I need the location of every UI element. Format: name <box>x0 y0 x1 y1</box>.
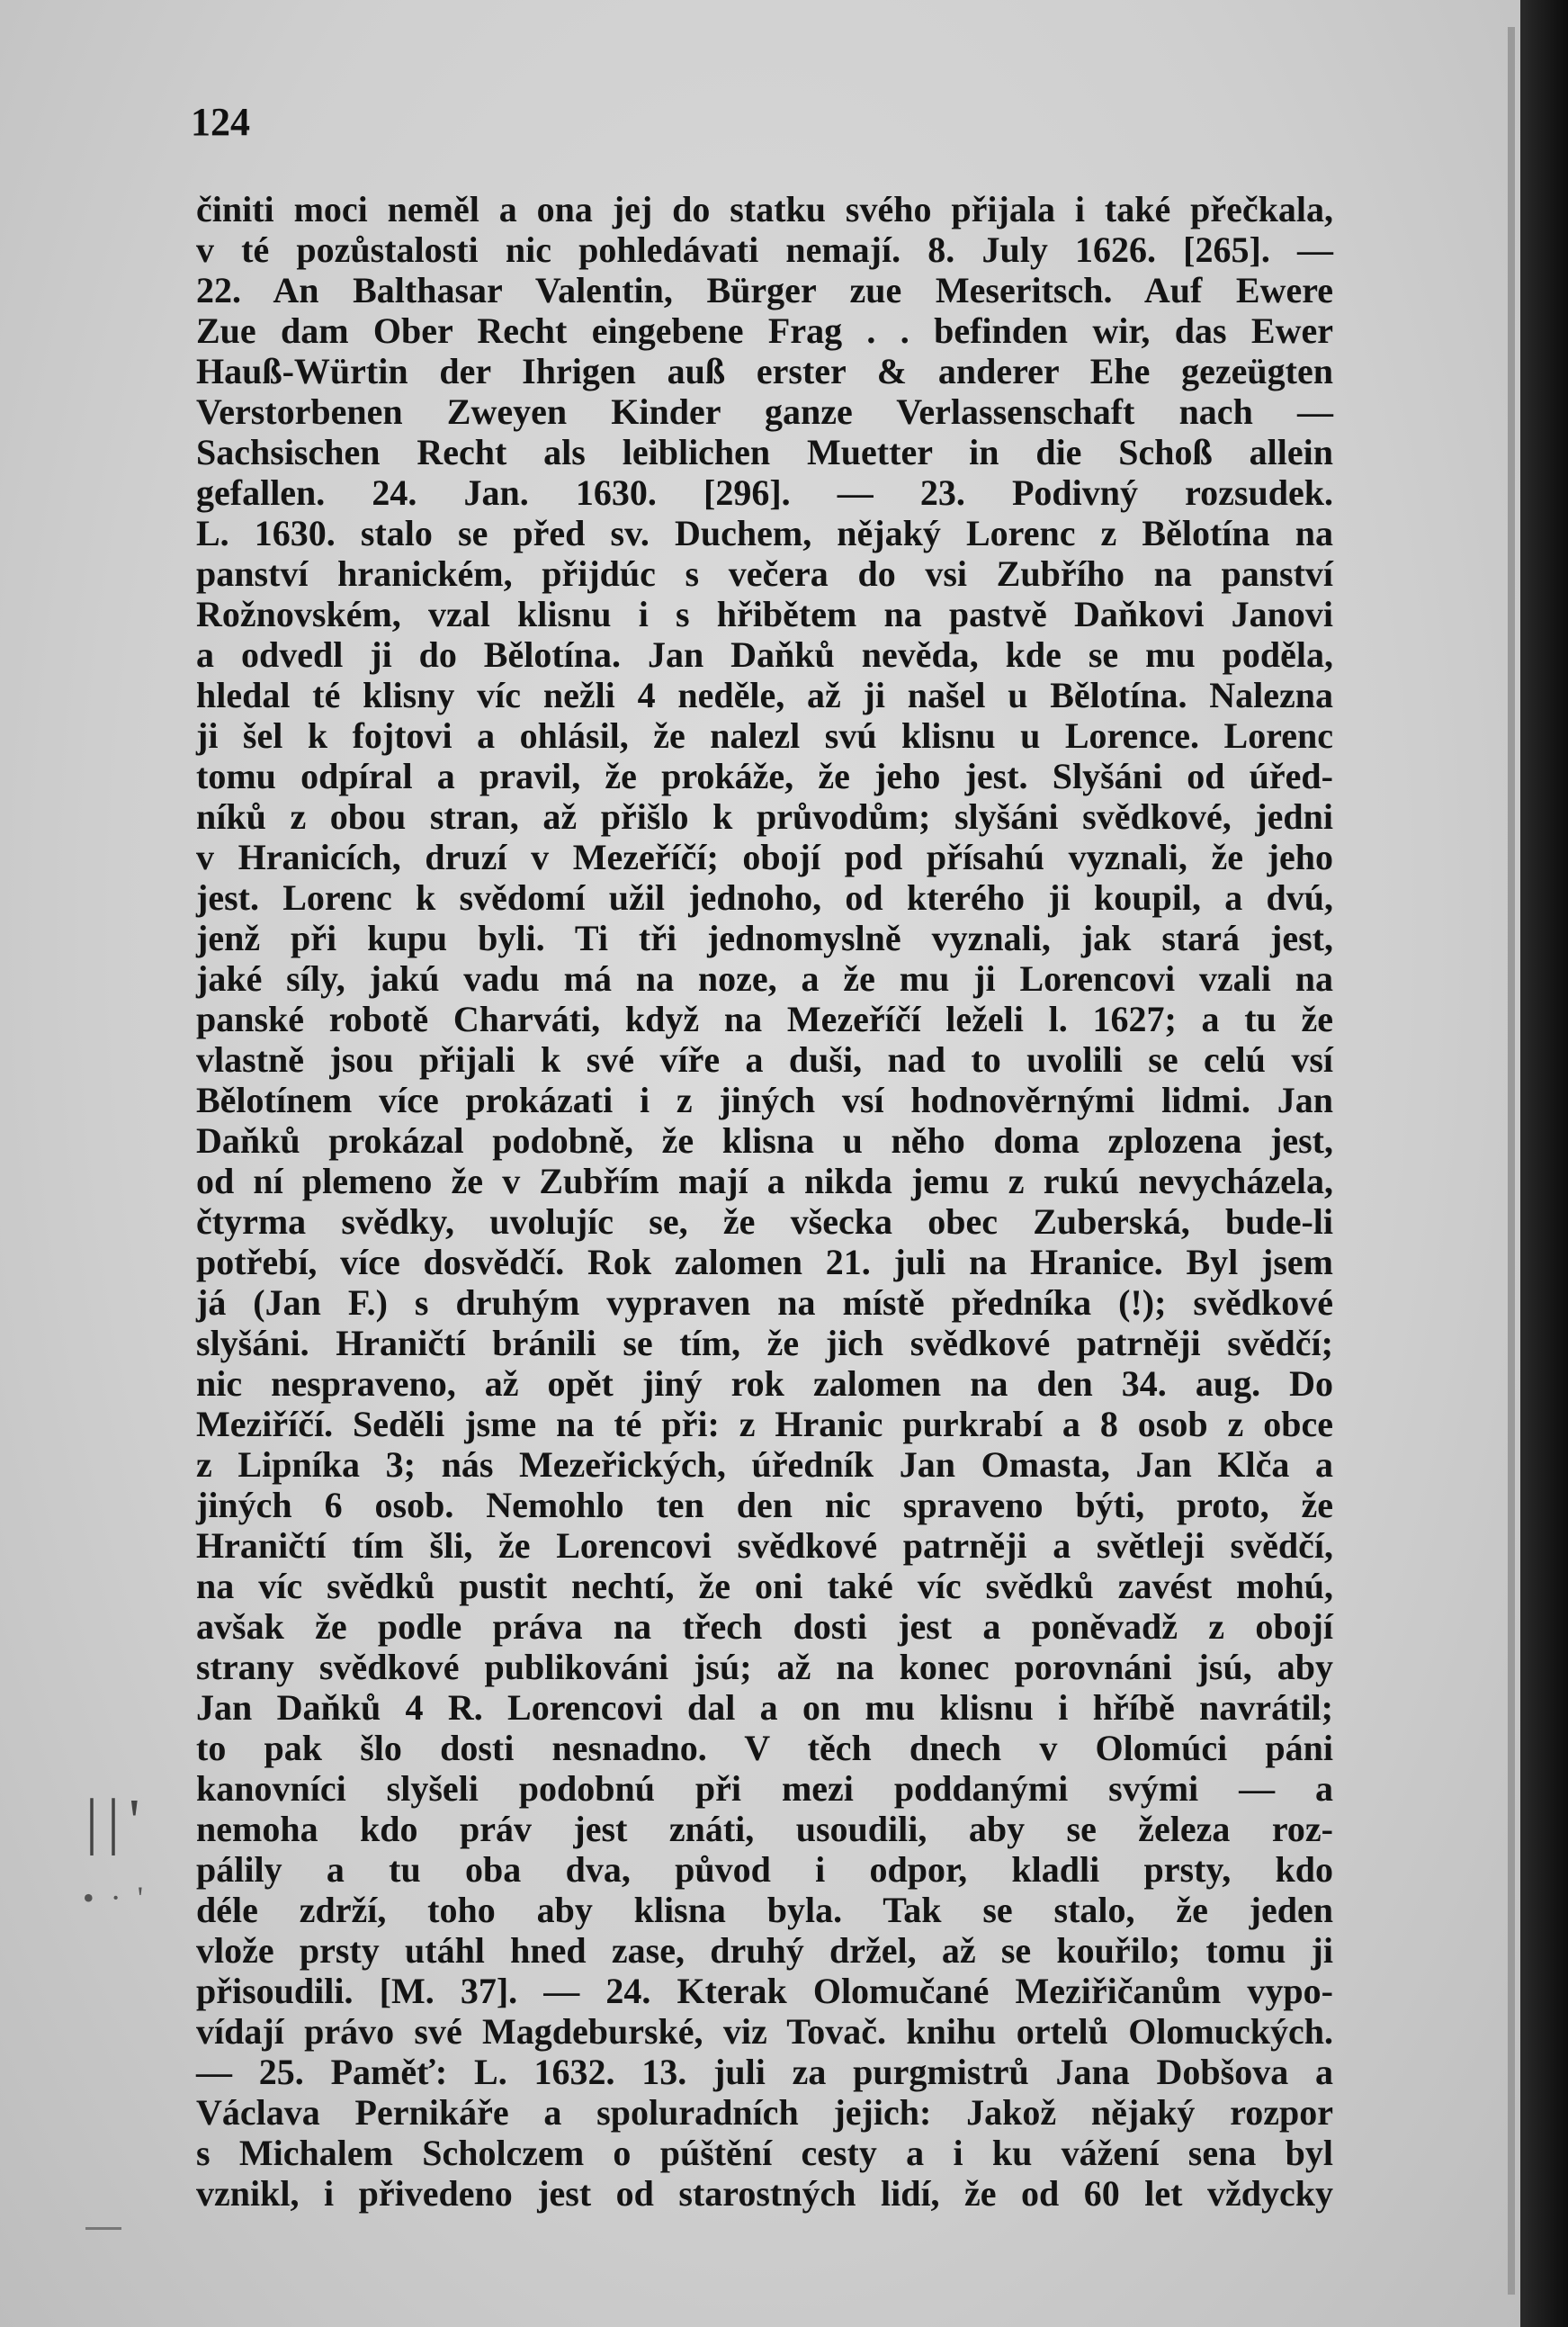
text-line: v Hranicích, druzí v Mezeříčí; obojí pod přísahú vyznali, že jeho <box>196 837 1333 877</box>
text-line: Meziříčí. Seděli jsme na té při: z Hranic purkrabí a 8 osob z obce <box>196 1404 1333 1444</box>
text-line: vlože prsty utáhl hned zase, druhý držel, až se kouřilo; tomu ji <box>196 1930 1333 1971</box>
text-line: Hraničtí tím šli, že Lorencovi svědkové patrněji a světleji svědčí, <box>196 1525 1333 1566</box>
text-line: jiných 6 osob. Nemohlo ten den nic spraveno býti, proto, že <box>196 1485 1333 1525</box>
text-line: potřebí, více dosvědčí. Rok zalomen 21. juli na Hranice. Byl jsem <box>196 1242 1333 1282</box>
text-line: Bělotínem více prokázati i z jiných vsí hodnověrnými lidmi. Jan <box>196 1080 1333 1120</box>
text-line: níků z obou stran, až přišlo k průvodům; slyšáni svědkové, jedni <box>196 796 1333 837</box>
text-line: nemoha kdo práv jest znáti, usoudili, aby se železa roz- <box>196 1809 1333 1849</box>
margin-pencil-dash <box>85 2227 121 2230</box>
text-line: to pak šlo dosti nesnadno. V těch dnech v Olomúci páni <box>196 1728 1333 1768</box>
text-line: na víc svědků pustit nechtí, že oni také víc svědků zavést mohú, <box>196 1566 1333 1606</box>
margin-pencil-mark: ||' <box>85 1787 149 1856</box>
text-line: déle zdrží, toho aby klisna byla. Tak se stalo, že jeden <box>196 1890 1333 1930</box>
text-line: čtyrma svědky, uvolujíc se, že všecka obec Zuberská, bude-li <box>196 1201 1333 1242</box>
scan-edge-shadow <box>1520 0 1568 2327</box>
text-line: slyšáni. Hraničtí bránili se tím, že jich svědkové patrněji svědčí; <box>196 1323 1333 1363</box>
text-line: jaké síly, jakú vadu má na noze, a že mu ji Lorencovi vzali na <box>196 958 1333 999</box>
text-line: strany svědkové publikováni jsú; až na konec porovnáni jsú, aby <box>196 1647 1333 1687</box>
page-number: 124 <box>191 100 250 144</box>
text-line: gefallen. 24. Jan. 1630. [296]. — 23. Podivný rozsudek. <box>196 472 1333 513</box>
text-line: hledal té klisny víc nežli 4 neděle, až ji našel u Bělotína. Nalezna <box>196 675 1333 715</box>
text-line: 22. An Balthasar Valentin, Bürger zue Meseritsch. Auf Ewere <box>196 270 1333 310</box>
text-line: z Lipníka 3; nás Mezeřických, úředník Jan Omasta, Jan Klča a <box>196 1444 1333 1485</box>
text-line: vídají právo své Magdeburské, viz Tovač. knihu ortelů Olomuckých. <box>196 2011 1333 2052</box>
text-line: přisoudili. [M. 37]. — 24. Kterak Olomučané Meziřičanům vypo- <box>196 1971 1333 2011</box>
text-line: nic nespraveno, až opět jiný rok zalomen na den 34. aug. Do <box>196 1363 1333 1404</box>
text-line: panské robotě Charváti, když na Mezeříčí leželi l. 1627; a tu že <box>196 999 1333 1039</box>
page-edge-strip <box>1508 27 1515 2295</box>
text-line: Daňků prokázal podobně, že klisna u něho doma zplozena jest, <box>196 1120 1333 1161</box>
text-line: a odvedl ji do Bělotína. Jan Daňků nevěda, kde se mu poděla, <box>196 634 1333 675</box>
text-line: jest. Lorenc k svědomí užil jednoho, od kterého ji koupil, a dvú, <box>196 877 1333 918</box>
text-line: vlastně jsou přijali k své víře a duši, nad to uvolili se celú vsí <box>196 1039 1333 1080</box>
text-line: Verstorbenen Zweyen Kinder ganze Verlassenschaft nach — <box>196 391 1333 432</box>
text-line: jenž při kupu byli. Ti tři jednomyslně vyznali, jak stará jest, <box>196 918 1333 958</box>
text-line: — 25. Paměť: L. 1632. 13. juli za purgmistrů Jana Dobšova a <box>196 2052 1333 2092</box>
text-line: avšak že podle práva na třech dosti jest a poněvadž z obojí <box>196 1606 1333 1647</box>
text-line: vznikl, i přivedeno jest od starostných lidí, že od 60 let vždycky <box>196 2173 1333 2214</box>
text-line: ji šel k fojtovi a ohlásil, že nalezl svú klisnu u Lorence. Lorenc <box>196 715 1333 756</box>
text-line: Zue dam Ober Recht eingebene Frag . . befinden wir, das Ewer <box>196 310 1333 351</box>
text-line: L. 1630. stalo se před sv. Duchem, nějaký Lorenc z Bělotína na <box>196 513 1333 553</box>
text-line: panství hranickém, přijdúc s večera do vsi Zubřího na panství <box>196 553 1333 594</box>
body-text <box>196 189 1333 2214</box>
text-line: já (Jan F.) s druhým vypraven na místě předníka (!); svědkové <box>196 1282 1333 1323</box>
text-line: pálily a tu oba dva, původ i odpor, kladli prsty, kdo <box>196 1849 1333 1890</box>
text-line: Jan Daňků 4 R. Lorencovi dal a on mu klisnu i hříbě navrátil; <box>196 1687 1333 1728</box>
text-line: Hauß-Würtin der Ihrigen auß erster & anderer Ehe gezeügten <box>196 351 1333 391</box>
text-line: Rožnovském, vzal klisnu i s hřibětem na pastvě Daňkovi Janovi <box>196 594 1333 634</box>
text-line: kanovníci slyšeli podobnú při mezi poddanými svými — a <box>196 1768 1333 1809</box>
text-line: činiti moci neměl a ona jej do statku svého přijala i také přečkala, <box>196 189 1333 229</box>
margin-pencil-dots: •·' <box>83 1880 160 1916</box>
text-line: Sachsischen Recht als leiblichen Muetter in die Schoß allein <box>196 432 1333 472</box>
text-line: od ní plemeno že v Zubřím mají a nikda jemu z rukú nevycházela, <box>196 1161 1333 1201</box>
text-line: Václava Pernikáře a spoluradních jejich: Jakož nějaký rozpor <box>196 2092 1333 2133</box>
text-line: tomu odpíral a pravil, že prokáže, že jeho jest. Slyšáni od úřed- <box>196 756 1333 796</box>
text-line: v té pozůstalosti nic pohledávati nemají. 8. July 1626. [265]. — <box>196 229 1333 270</box>
text-line: s Michalem Scholczem o púštění cesty a i ku vážení sena byl <box>196 2133 1333 2173</box>
